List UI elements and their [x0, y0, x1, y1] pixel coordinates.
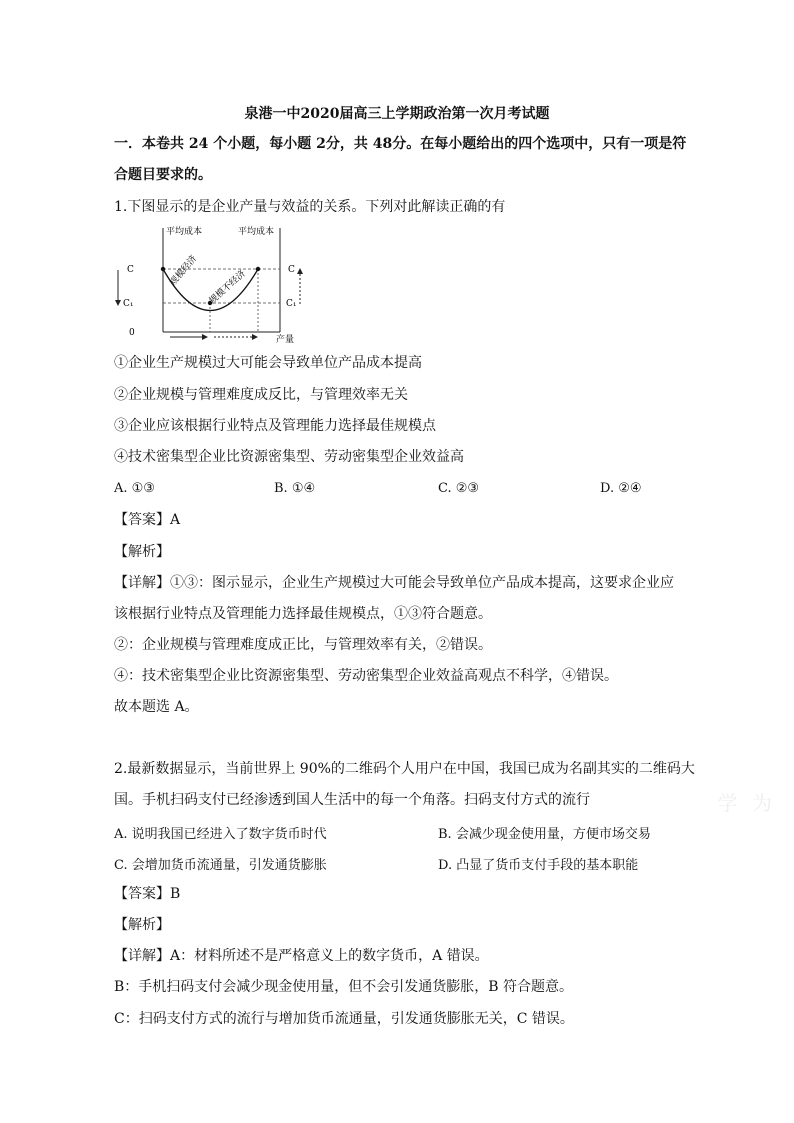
c-right-label: C [288, 265, 295, 275]
q1-option-b: B. ①④ [274, 481, 316, 496]
q1-detail-1: 【详解】①③：图示显示，企业生产规模过大可能会导致单位产品成本提高，这要求企业应 [114, 575, 674, 591]
q2-option-d: D. 凸显了货币支付手段的基本职能 [438, 858, 639, 873]
section-instruction-line-2: 合题目要求的。 [114, 167, 212, 183]
q1-analysis-heading: 【解析】 [114, 544, 170, 560]
page-title: 泉港一中2020届高三上学期政治第一次月考试题 [244, 106, 550, 122]
q2-option-c: C. 会增加货币流通量，引发通货膨胀 [114, 858, 327, 873]
q2-stem-line-1: 2.最新数据显示，当前世界上 90%的二维码个人用户在中国，我国已成为名副其实的二维码大 [114, 761, 695, 777]
q2-stem-line-2: 国。手机扫码支付已经渗透到国人生活中的每一个角落。扫码支付方式的流行 [114, 792, 590, 808]
q1-detail-5: 故本题选 A。 [114, 699, 199, 715]
y-left-label: 平均成本 [166, 227, 203, 237]
q2-detail-3: C：扫码支付方式的流行与增加货币流通量，引发通货膨胀无关，C 错误。 [114, 1011, 574, 1027]
q1-stem: 1.下图显示的是企业产量与效益的关系。下列对此解读正确的有 [114, 199, 506, 215]
q2-answer: 【答案】B [114, 886, 181, 902]
q2-option-b: B. 会减少现金使用量，方便市场交易 [438, 827, 651, 842]
section-instruction-line-1: 一．本卷共 24 个小题，每小题 2分，共 48分。在每小题给出的四个选项中，只有一项是符 [114, 136, 687, 152]
q1-statement-2: ②企业规模与管理难度成反比，与管理效率无关 [114, 387, 408, 403]
origin-label: 0 [129, 328, 135, 338]
x-axis-label: 产量 [276, 335, 295, 344]
watermark: 学 为 [717, 791, 776, 815]
q1-answer: 【答案】A [114, 512, 181, 528]
q1-cost-output-figure [110, 222, 310, 344]
q2-detail-2: B：手机扫码支付会减少现金使用量，但不会引发通货膨胀，B 符合题意。 [114, 979, 574, 995]
q1-statement-4: ④技术密集型企业比资源密集型、劳动密集型企业效益高 [114, 449, 464, 465]
q1-detail-2: 该根据行业特点及管理能力选择最佳规模点，①③符合题意。 [114, 606, 492, 622]
q1-option-a: A. ①③ [114, 481, 155, 496]
q2-option-a: A. 说明我国已经进入了数字货币时代 [114, 827, 327, 842]
curve-left-label: 规模经济 [168, 253, 200, 288]
q1-detail-3: ②：企业规模与管理难度成正比，与管理效率有关，②错误。 [114, 637, 492, 653]
curve-right-label: 规模不经济 [207, 268, 248, 307]
c-left-label: C [127, 265, 134, 275]
q1-detail-4: ④：技术密集型企业比资源密集型、劳动密集型企业效益高观点不科学，④错误。 [114, 668, 618, 684]
q1-statement-1: ①企业生产规模过大可能会导致单位产品成本提高 [114, 355, 422, 371]
q1-option-d: D. ②④ [600, 481, 642, 496]
c1-left-label: C₁ [123, 299, 134, 309]
q2-analysis-heading: 【解析】 [114, 917, 170, 933]
q1-statement-3: ③企业应该根据行业特点及管理能力选择最佳规模点 [114, 418, 436, 434]
c1-right-label: C₁ [286, 299, 297, 309]
q2-detail-1: 【详解】A：材料所述不是严格意义上的数字货币，A 错误。 [114, 948, 489, 964]
q1-option-c: C. ②③ [438, 481, 480, 496]
y-right-label: 平均成本 [238, 227, 275, 237]
